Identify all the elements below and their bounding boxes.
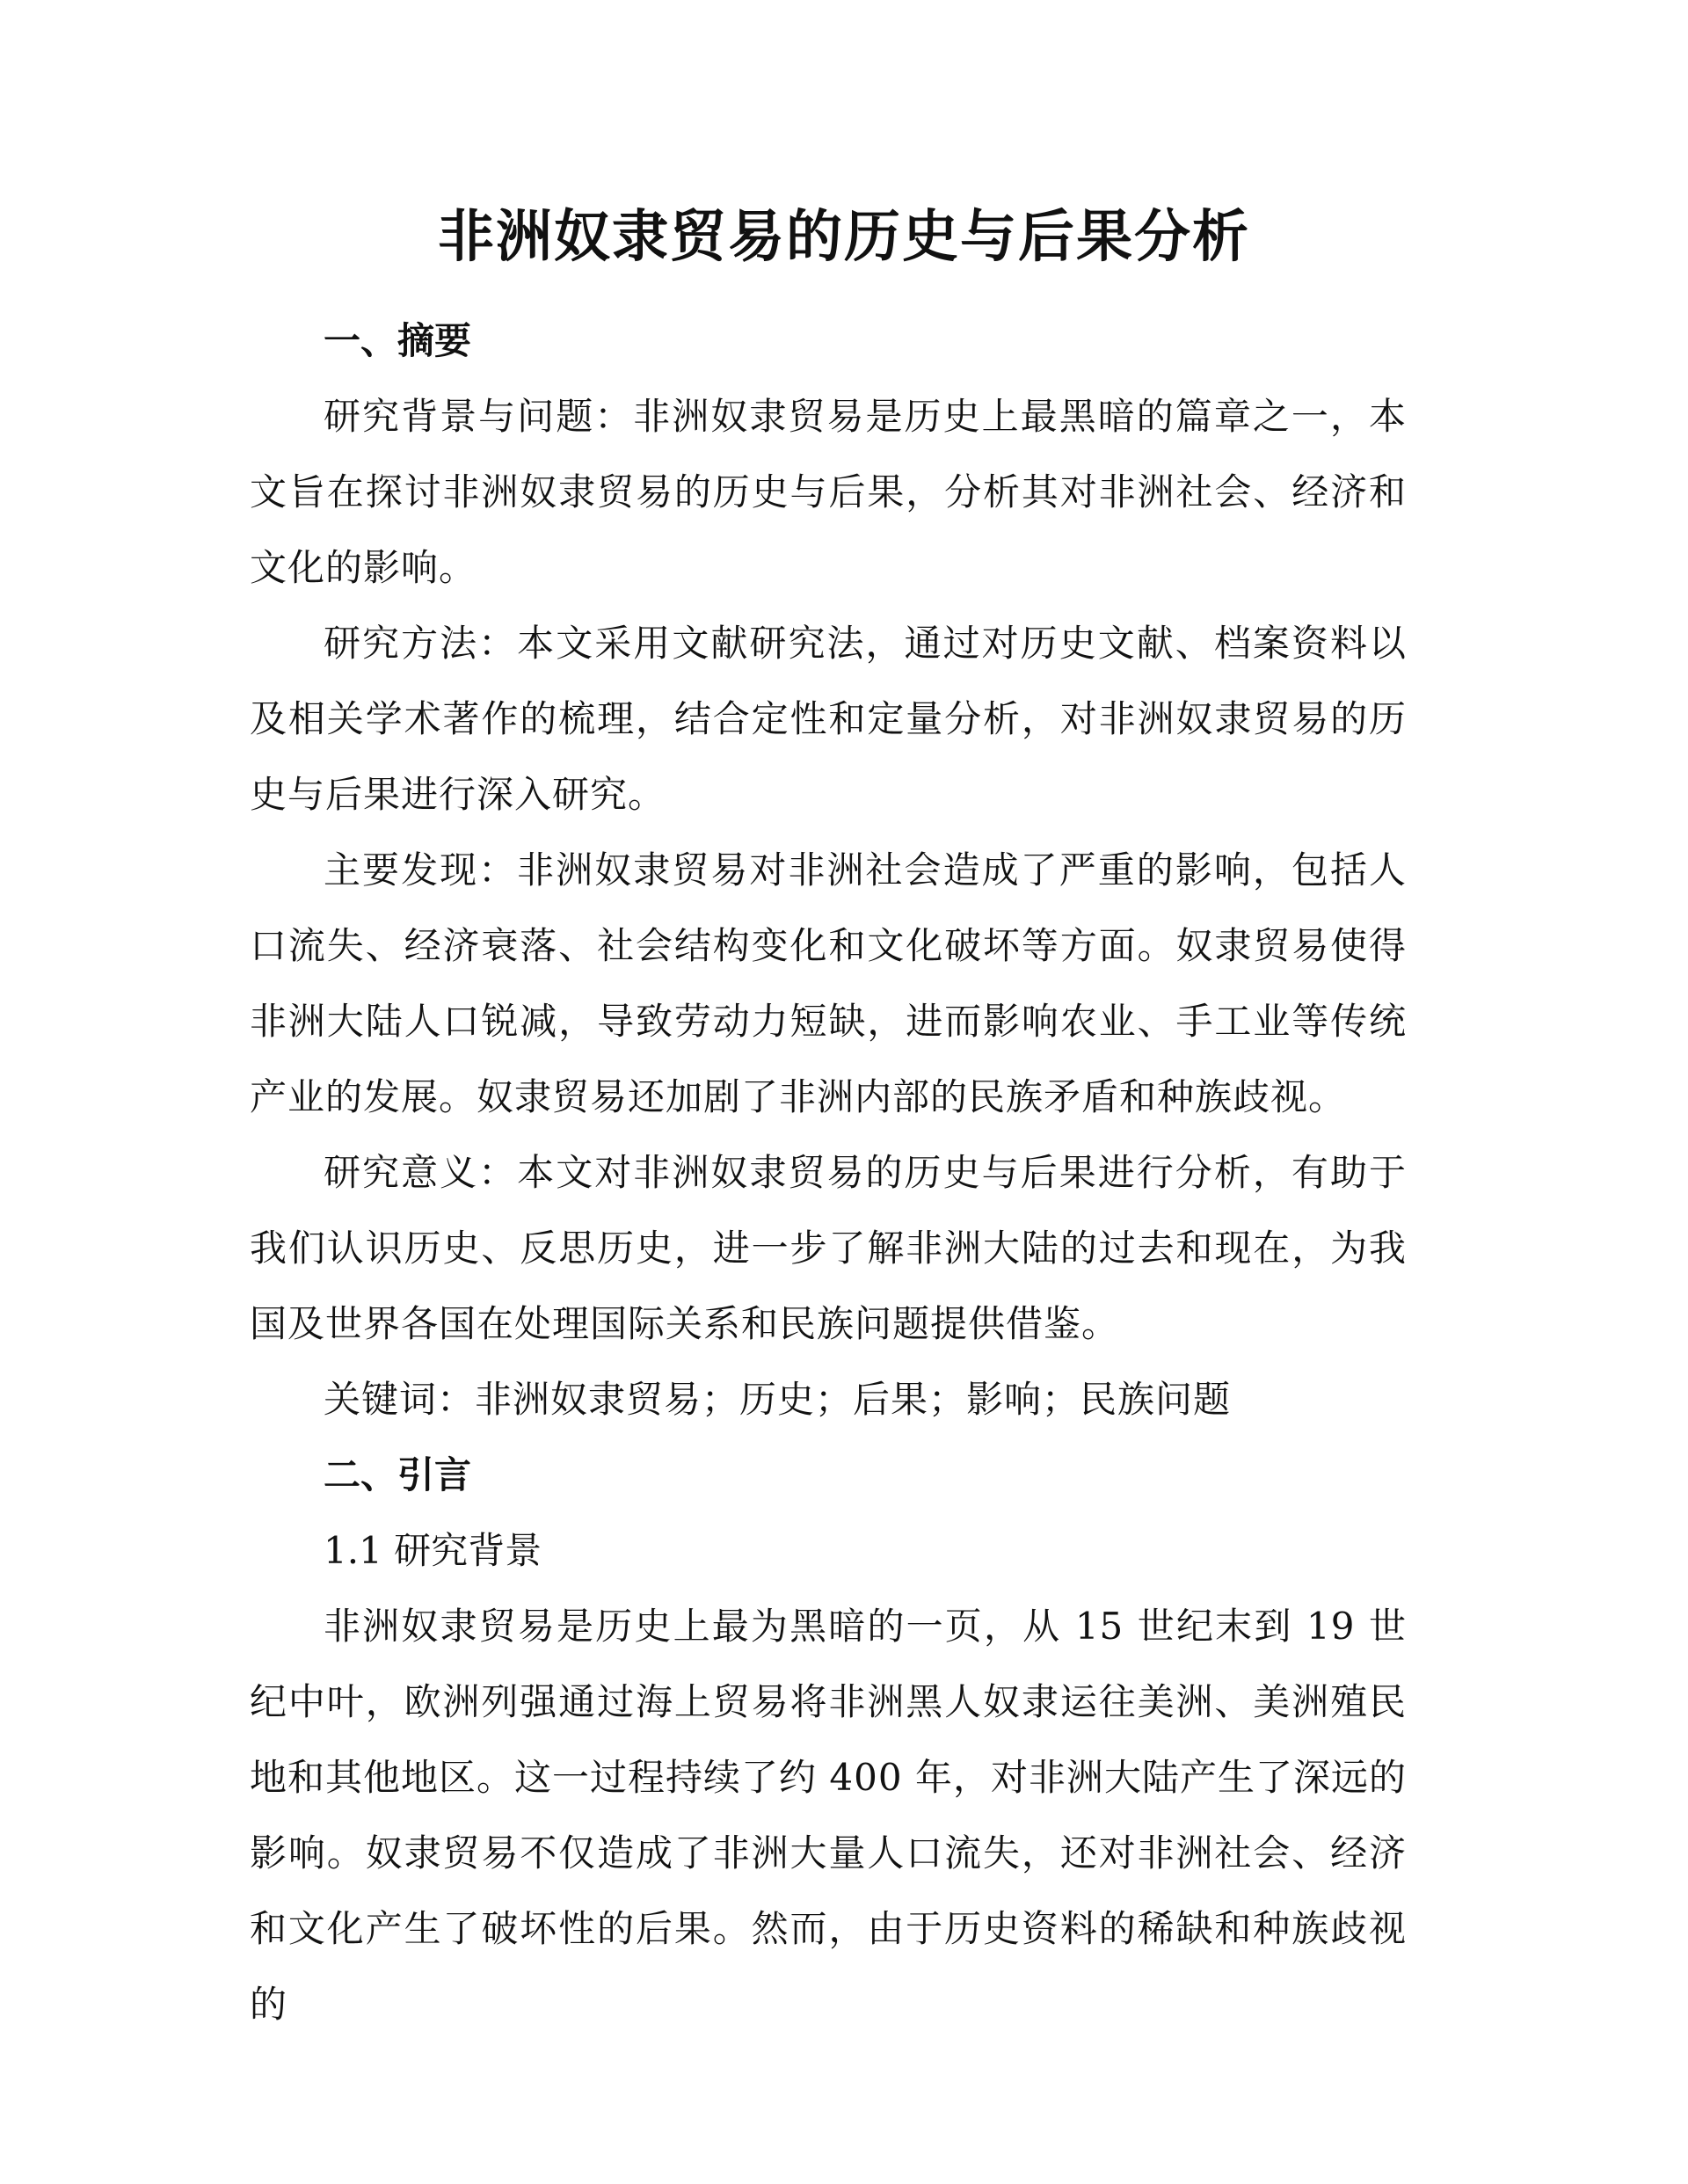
section-heading-abstract: 一、摘要 xyxy=(324,319,472,362)
paragraph-keywords: 关键词：非洲奴隶贸易；历史；后果；影响；民族问题 xyxy=(324,1378,1232,1421)
document-body xyxy=(250,303,1407,2042)
paragraph-methods: 研究方法：本文采用文献研究法，通过对历史文献、档案资料以及相关学术著作的梳理，结合定性和定量分析，对非洲奴隶贸易的历史与后果进行深入研究。 xyxy=(250,622,1407,816)
paragraph-significance: 研究意义：本文对非洲奴隶贸易的历史与后果进行分析，有助于我们认识历史、反思历史，进一步了解非洲大陆的过去和现在，为我国及世界各国在处理国际关系和民族问题提供借鉴。 xyxy=(250,1151,1407,1345)
paragraph-findings: 主要发现：非洲奴隶贸易对非洲社会造成了严重的影响，包括人口流失、经济衰落、社会结构变化和文化破坏等方面。奴隶贸易使得非洲大陆人口锐减，导致劳动力短缺，进而影响农业、手工业等传统产业的发展。奴隶贸易还加剧了非洲内部的民族矛盾和种族歧视。 xyxy=(250,848,1407,1118)
section-heading-introduction: 二、引言 xyxy=(324,1453,472,1496)
document-title: 非洲奴隶贸易的历史与后果分析 xyxy=(438,204,1250,270)
paragraph-background: 研究背景与问题：非洲奴隶贸易是历史上最黑暗的篇章之一，本文旨在探讨非洲奴隶贸易的历史与后果，分析其对非洲社会、经济和文化的影响。 xyxy=(250,395,1407,589)
paragraph-intro-background: 非洲奴隶贸易是历史上最为黑暗的一页，从 15 世纪末到 19 世纪中叶，欧洲列强通过海上贸易将非洲黑人奴隶运往美洲、美洲殖民地和其他地区。这一过程持续了约 400 年，对非洲大陆产生了深远的影响。奴隶贸易不仅造成了非洲大量人口流失，还对非洲社会、经济和文化产生了破坏性的后果。然而，由于历史资料的稀缺和种族歧视的 xyxy=(250,1605,1407,2026)
subsection-heading-background: 1.1 研究背景 xyxy=(324,1529,542,1572)
